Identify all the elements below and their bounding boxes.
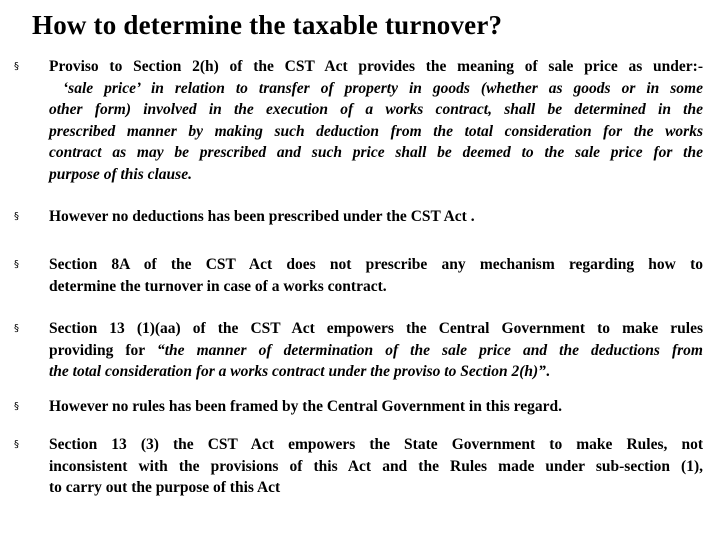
bullet-line: ‘sale price’ in relation to transfer of property in goods (whether as goods or in some [63,79,703,97]
slide-title: How to determine the taxable turnover? [32,10,503,40]
bullet-line: Section 13 (3) the CST Act empowers the State Government to make Rules, not [49,436,703,453]
bullet-text [49,434,703,499]
bullet-text [49,254,703,297]
bullet-text [49,206,703,228]
bullet-line: other form) involved in the execution of a works contract, shall be determined in the [49,101,703,118]
bullet-text [49,56,703,185]
bullet-marker-icon: § [14,401,19,412]
bullet-line-quote: the total consideration for a works contract under the proviso to Section 2(h)” [49,363,546,380]
bullet-line-part: providing for [49,341,145,359]
bullet-line: contract as may be prescribed and such price shall be deemed to the sale price for the [49,144,703,161]
bullet-marker-icon: § [14,323,19,334]
bullet-line: purpose of this clause. [49,165,192,183]
bullet-line [49,340,703,362]
bullet-line: inconsistent with the provisions of this Act and the Rules made under sub-section (1), [49,457,703,475]
bullet-text [49,318,703,383]
bullet-line: Proviso to Section 2(h) of the CST Act provides the meaning of sale price as under:- [49,58,703,75]
bullet-marker-icon: § [14,61,19,72]
bullet-line-part: . [545,363,550,380]
bullet-line: determine the turnover in case of a works contract. [49,277,387,295]
bullet-marker-icon: § [14,259,19,270]
bullet-text [49,396,703,418]
bullet-line [49,361,703,383]
bullet-line: Section 8A of the CST Act does not prescribe any mechanism regarding how to [49,256,703,273]
bullet-line: Section 13 (1)(aa) of the CST Act empowers the Central Government to make rules [49,320,703,337]
bullet-line: prescribed manner by making such deduction from the total consideration for the works [49,122,703,140]
bullet-line-quote: “the manner of determination of the sale price and the deductions from [156,341,703,359]
bullet-marker-icon: § [14,211,19,222]
bullet-marker-icon: § [14,439,19,450]
bullet-line: However no deductions has been prescribed under the CST Act . [49,208,475,225]
bullet-line: However no rules has been framed by the Central Government in this regard. [49,398,563,415]
bullet-line: to carry out the purpose of this Act [49,479,281,496]
